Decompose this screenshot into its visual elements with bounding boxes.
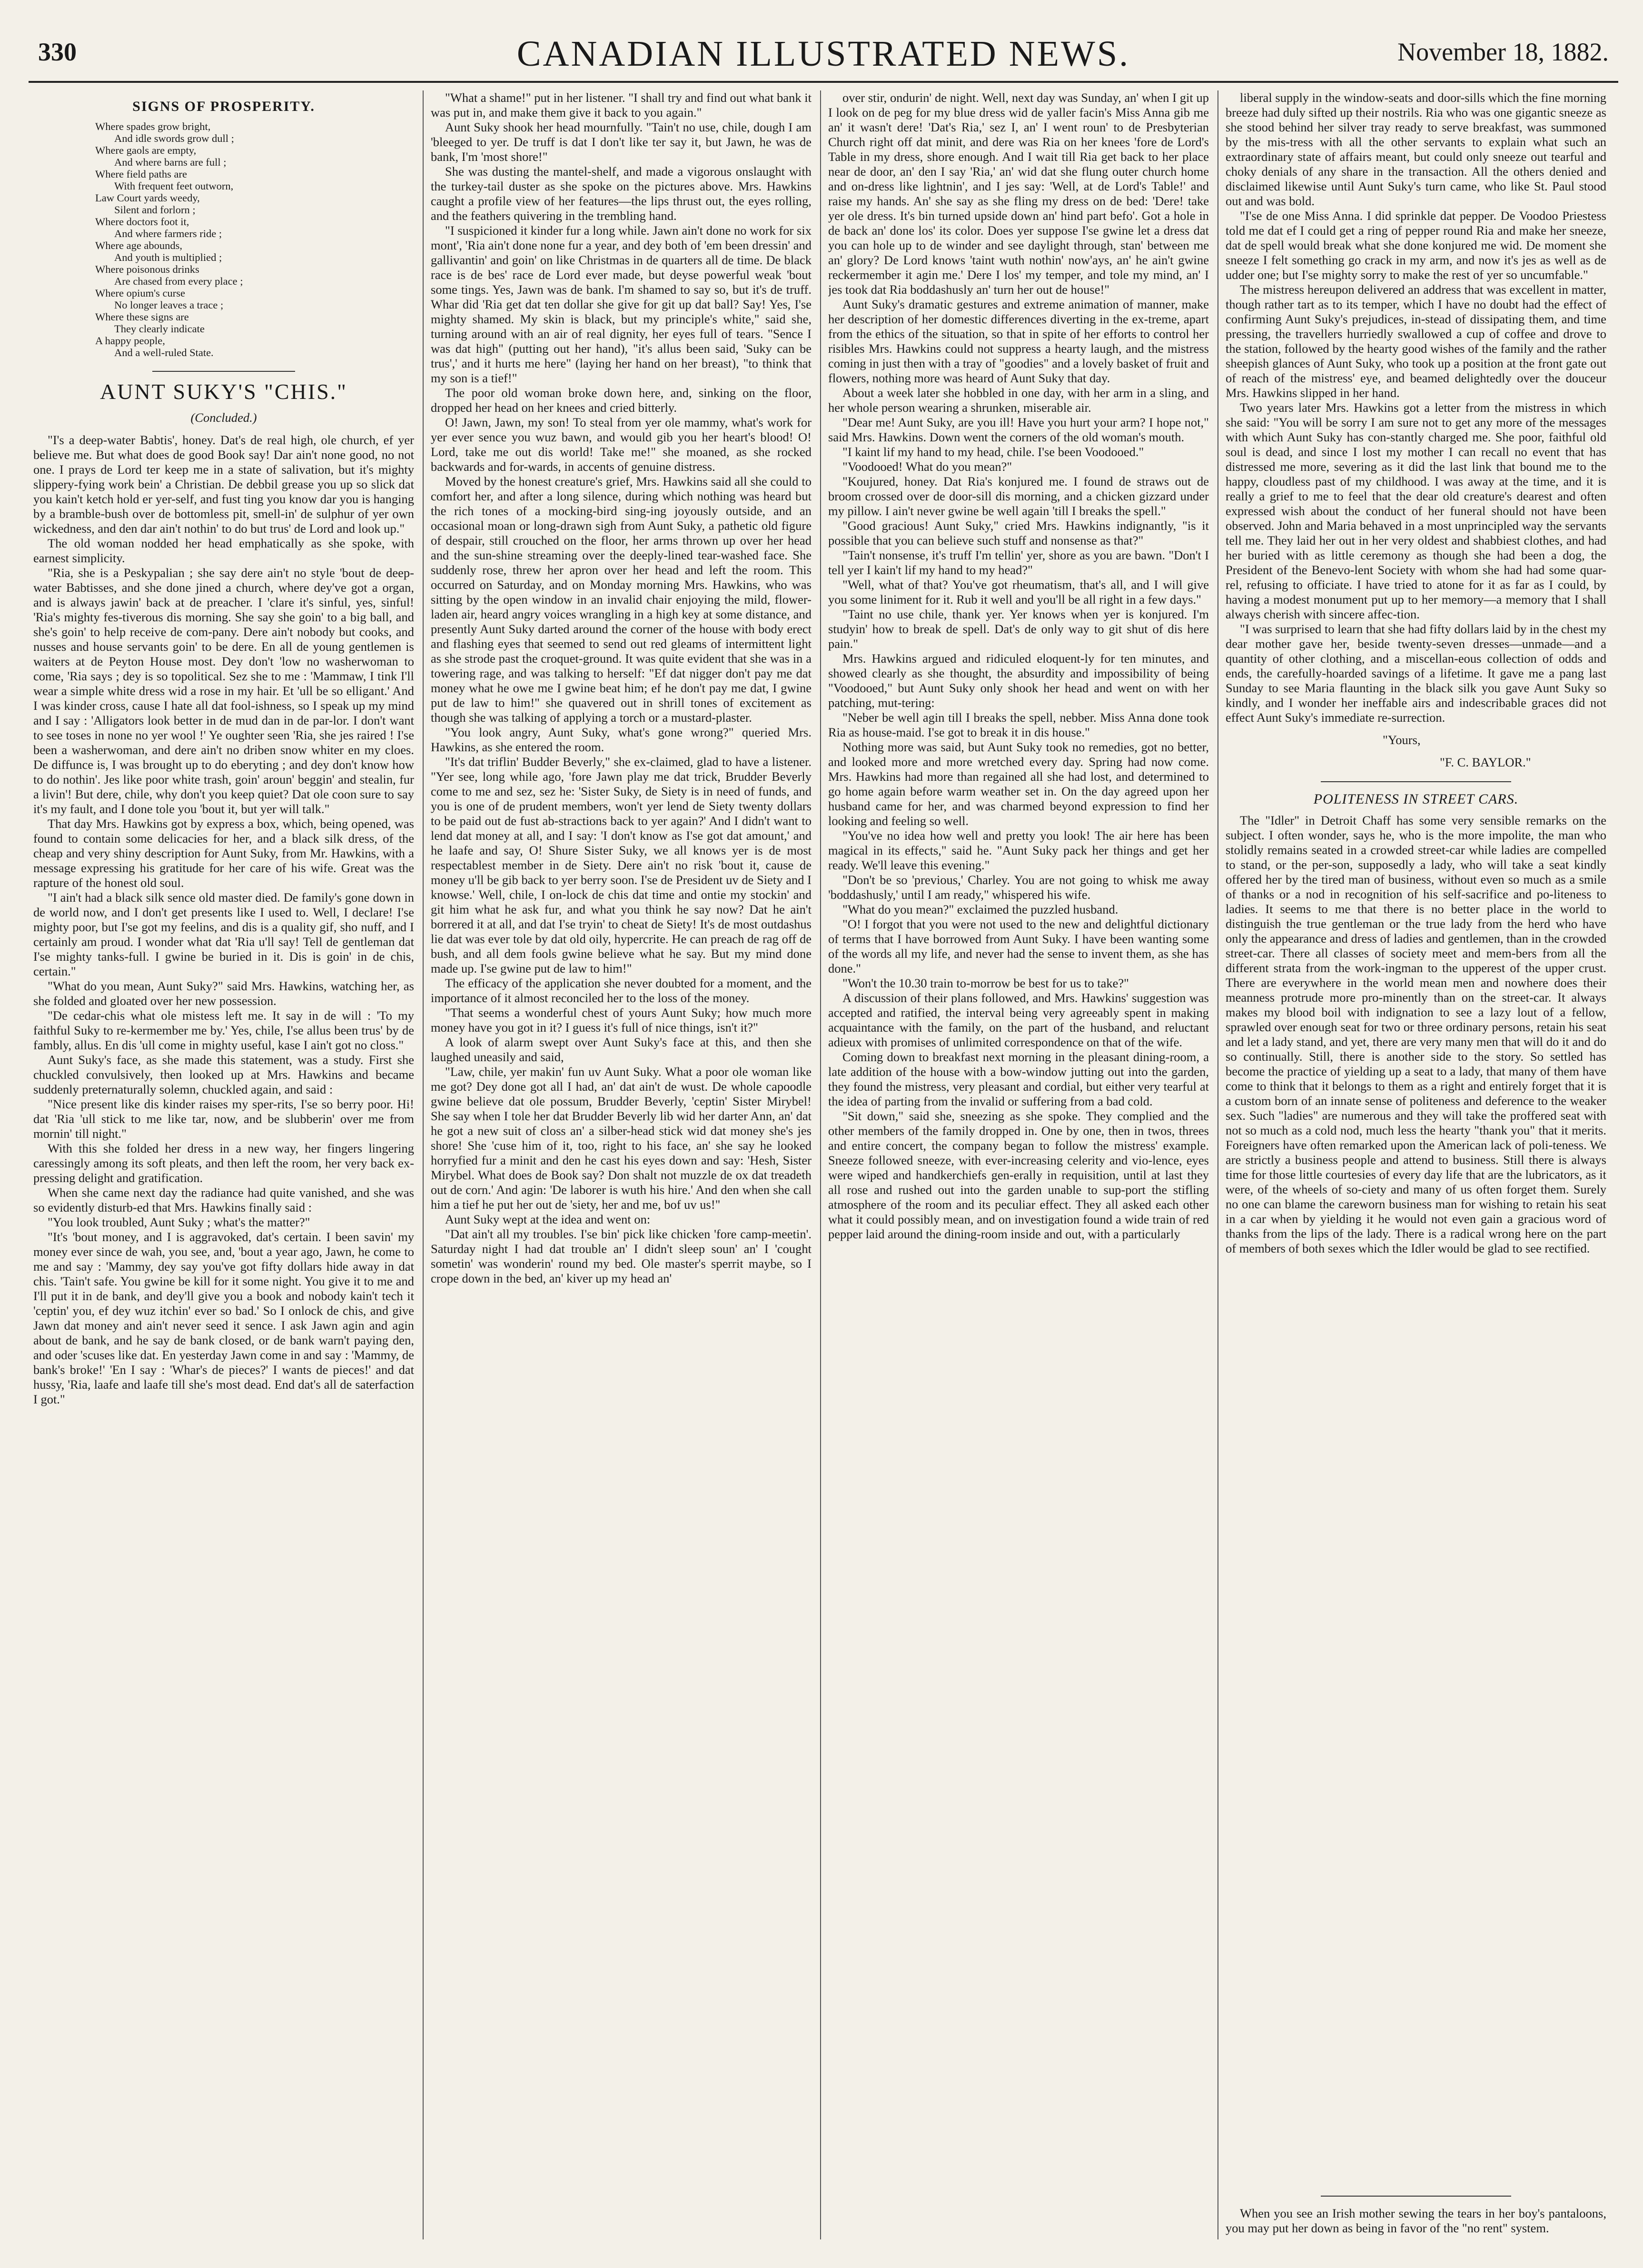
story-paragraph: O! Jawn, Jawn, my son! To steal from yer ole mammy, what's work for yer ever sence you wuz bawn, and would gib you her heart's blood! O! Lord, take me out dis world! Take me!" she moaned, as she rocked backwards and for-wards, in accents of genuine distress.: [431, 415, 812, 474]
poem-line: Where field paths are: [95, 168, 188, 180]
poem-line: Where doctors foot it,: [95, 216, 189, 228]
column-rule: [423, 90, 424, 2239]
story-paragraph: "Law, chile, yer makin' fun uv Aunt Suky. What a poor ole woman like me got? Dey done got all I had, an' dat ain't de wust. De whole capoodle gwine believe dat ole possum, Brudder Beverly, 'ceptin' Sister Mirybel! She say when I tole her dat Brudder Beverly lib wid her darter Ann, an' dat he got a new suit of closs an' a silber-head stick wid dat money she's jes shore! She 'cuse him of it, too, right to his face, an' she say he looked horryfied fur a minit and den he cast his eyes down and say: 'Hesh, Sister Mirybel. What does de Book say? Don shalt not muzzle de ox dat treadeth out de corn.' And agin: 'De laborer is wuth his hire.' And den when she call him a tief he put her out de 'siety, her and me, bof uv us!": [431, 1064, 812, 1212]
story-paragraph: The old woman nodded her head emphatically as she spoke, with earnest simplicity.: [33, 536, 414, 565]
story-paragraph: "What do you mean, Aunt Suky?" said Mrs. Hawkins, watching her, as she folded and gloated over her new possession.: [33, 979, 414, 1008]
story-paragraph: "You look troubled, Aunt Suky ; what's the matter?": [48, 1215, 310, 1229]
column-3: [828, 90, 1209, 2249]
story-paragraph: "You look angry, Aunt Suky, what's gone wrong?" queried Mrs. Hawkins, as she entered the room.: [431, 725, 812, 754]
poem-line: Where gaols are empty,: [95, 144, 197, 156]
article-title: POLITENESS IN STREET CARS.: [1313, 791, 1519, 807]
story-paragraph: "I kaint lif my hand to my head, chile. I'se been Voodooed.": [842, 445, 1144, 459]
masthead-rule: [29, 81, 1618, 83]
story-text-col4: [1226, 90, 1606, 725]
story-paragraph: "I suspicioned it kinder fur a long while. Jawn ain't done no work for six mont', 'Ria ain't done none fur a year, and dey both of 'em been dressin' and gallivantin' and goin' on like Christmas in de quarters all de time. De black race is de bes' race de Lord ever made, but deyse powerful weak 'bout some tings. Yes, Jawn was de bank. I'm shamed to say so, but it's de truff. Whar did 'Ria get dat ten dollar she give for git up dat ball? Say! Yes, I'se mighty shamed. My skin is black, but my principle's white," said she, turning around with an air of real dignity, her eyes full of tears. "Sence I was dat high" (putting out her hand), "it's allus been said, 'Suky can be trus',' and it hurts me here" (laying her hand on her breast), "to think that my son is a tief!": [431, 223, 812, 385]
story-paragraph: Two years later Mrs. Hawkins got a letter from the mistress in which she said: "You will be sorry I am sure not to get any more of the messages with which Aunt Suky has con-stantly charged me. She poor, faithful old soul is dead, and since I lost my mother I can recall no event that has distressed me more, severing as it did the last link that bound me to the happy, cloudless past of my childhood. I was away at the time, and it is really a grief to me to feel that the dear old creature's dearest and often expressed wish about the conduct of her funeral should not have been observed. John and Maria behaved in a most unprincipled way the servants tell me. They laid her out in her very oldest and shabbiest clothes, and had her buried with as little ceremony as though she had been a dog, the President of the Benevo-lent Society with whom she had had some quar-rel, refusing to officiate. I have tried to atone for it as far as I could, by having a modest monument put up to her memory—a memory that I shall always cherish with sincere affec-tion.: [1226, 400, 1606, 621]
story-paragraph: About a week later she hobbled in one day, with her arm in a sling, and her whole person wearing a shrunken, miserable air.: [828, 386, 1209, 415]
story-paragraph: A look of alarm swept over Aunt Suky's face at this, and then she laughed uneasily and said,: [431, 1035, 812, 1064]
story-text-col2: [431, 90, 812, 1286]
story-paragraph: "Don't be so 'previous,' Charley. You are not going to whisk me away 'boddashusly,' until I am ready," whispered his wife.: [828, 873, 1209, 902]
story-paragraph: Aunt Suky's face, as she made this statement, was a study. First she chuckled convulsively, then looked up at Mrs. Hawkins and became suddenly preternaturally solemn, chuckled again, and said :: [33, 1053, 414, 1096]
poem-body: [95, 120, 414, 358]
story-paragraph: Aunt Suky's dramatic gestures and extreme animation of manner, make her description of her domestic differences diverting in the ex-treme, apart from the ethics of the situation, so that in spite of her efforts to control her risibles Mrs. Hawkins could not suppress a hearty laugh, and the mistress coming in just then with a tray of "goodies" and a lovely basket of fruit and flowers, nothing more was heard of Aunt Suky that day.: [828, 297, 1209, 385]
column-1: [33, 90, 414, 2249]
divider: [1321, 2196, 1511, 2197]
poem-line: Where opium's curse: [95, 287, 185, 299]
poem-title: SIGNS OF PROSPERITY.: [132, 99, 315, 114]
column-4: [1226, 90, 1606, 2249]
story-paragraph: The efficacy of the application she never doubted for a moment, and the importance of it almost reconciled her to the loss of the money.: [431, 976, 812, 1005]
story-paragraph: "Dat ain't all my troubles. I'se bin' pick like chicken 'fore camp-meetin'. Saturday night I had dat trouble an' I didn't sleep soun' an' I 'cought sometin' was wonderin' round my bed. Ole master's sperrit maybe, so I crope down in the bed, an' kiver up my head an': [431, 1227, 812, 1285]
story-paragraph: "Neber be well agin till I breaks the spell, nebber. Miss Anna done took Ria as house-maid. I'se got to break it in dis house.": [828, 710, 1209, 739]
story-text-col3: [828, 90, 1209, 1242]
story-paragraph: "De cedar-chis what ole mistess left me. It say in de will : 'To my faithful Suky to re-kermember me by.' Yes, chile, I'se allus been trus' by de fambly, allus. En dis 'ull come in mighty useful, kase I ain't got no closs.": [33, 1008, 414, 1052]
newspaper-title: CANADIAN ILLUSTRATED NEWS.: [516, 34, 1130, 74]
divider: [152, 371, 295, 372]
story-paragraph: "That seems a wonderful chest of yours Aunt Suky; how much more money have you got in it? I guess it's full of nice things, isn't it?": [431, 1005, 812, 1035]
story-paragraph: The poor old woman broke down here, and, sinking on the floor, dropped her head on her knees and cried bitterly.: [431, 386, 812, 415]
story-paragraph: "Tain't nonsense, it's truff I'm tellin' yer, shore as you are bawn. "Don't I tell yer I kain't lif my hand to my head?": [828, 548, 1209, 577]
poem-line: And youth is multiplied ;: [114, 251, 222, 263]
poem-line: And where barns are full ;: [114, 156, 227, 168]
story-paragraph: "I'se de one Miss Anna. I did sprinkle dat pepper. De Voodoo Priestess told me dat ef I could get a ring of pepper round Ria and make her sneeze, dat de spell would break what she done konjured me wid. De moment she sneeze I felt something go crack in my arm, and now it's jes as well as de udder one; but I'se mighty sorry to make the rest of yer so uncumfable.": [1226, 209, 1606, 282]
story-paragraph: "Voodooed! What do you mean?": [842, 459, 1012, 474]
story-paragraph: Moved by the honest creature's grief, Mrs. Hawkins said all she could to comfort her, and after a long silence, during which nothing was heard but the rich tones of a mocking-bird sing-ing joyously outside, and an occasional moan or long-drawn sigh from Aunt Suky, a pathetic old figure of despair, still crouched on the floor, her arms thrown up over her head and the sun-shine streaming over the deeply-lined tear-washed face. She suddenly rose, threw her apron over her head and left the room. This occurred on Saturday, and on Monday morning Mrs. Hawkins, who was sitting by the open window in an invalid chair enjoying the mild, flower-laden air, heard angry voices wrangling in a high key at some distance, and presently Aunt Suky darted around the corner of the house with body erect and flashing eyes that seemed to send out red gleams of intermittent light as she strode past the croquet-ground. It was quite evident that she was in a towering rage, and was talking to herself: "Ef dat nigger don't pay me dat money what he owe me I gwine beat him; ef he don't pay me dat, I gwine put de law to him!" she quavered out in shrill tones of excitement as though she was talking of applying a torch or a mustard-plaster.: [431, 474, 812, 725]
story-paragraph: The mistress hereupon delivered an address that was excellent in matter, though rather tart as to its temper, which I have no doubt had the effect of confirming Aunt Suky's prejudices, in-stead of dissipating them, and time pressing, the travellers hurriedly swallowed a cup of coffee and drove to the station, followed by the hearty good wishes of the family and the rather sheepish glances of Aunt Suky, who took up a position at the front gate out of reach of the mistress' eye, and beamed delightedly over the douceur Mrs. Hawkins slipped in her hand.: [1226, 282, 1606, 400]
story-closing: "Yours,: [1383, 733, 1421, 747]
story-paragraph: "Nice present like dis kinder raises my sper-rits, I'se so berry poor. Hi! dat 'Ria 'ull stick to me like tar, now, and be slubberin' over me from mornin' till night.": [33, 1097, 414, 1141]
poem-line: With frequent feet outworn,: [114, 180, 234, 192]
story-paragraph: "You've no idea how well and pretty you look! The air here has been magical in its effects," said he. "Aunt Suky pack her things and get her ready. We'll leave this evening.": [828, 828, 1209, 872]
story-text-col1: [33, 433, 414, 1407]
story-paragraph: She was dusting the mantel-shelf, and made a vigorous onslaught with the turkey-tail duster as she spoke on the pictures above. Mrs. Hawkins caught a profile view of her features—the lips thrust out, the eyes rolling, and the feathers quivering in the trembling hand.: [431, 164, 812, 223]
story-paragraph: Mrs. Hawkins argued and ridiculed eloquent-ly for ten minutes, and showed clearly as she thought, the absurdity and impossibility of being "Voodooed," but Aunt Suky only shook her head and went on with her patching, mut-tering:: [828, 651, 1209, 710]
column-rule: [1217, 90, 1218, 2239]
story-paragraph: "Koujured, honey. Dat Ria's konjured me. I found de straws out de broom crossed over de door-sill dis morning, and a chicken gizzard under my pillow. I ain't never gwine be well again 'till I breaks the spell.": [828, 474, 1209, 518]
story-paragraph: "I's a deep-water Babtis', honey. Dat's de real high, ole church, ef yer believe me. But what does de good Book say! Dar ain't none good, no not one. I prays de Lord ter keep me in a state of salivation, but it's mighty slippery-fying work bein' a Christian. De debbil grease you up so slick dat you kain't ketch hold er yer-self, and fust ting you know dar you is hanging by a bramble-bush over de bottomless pit, smell-in' de sulphur of yer own wickedness, and den dar ain't nothin' to do but trus' de Lord and look up.": [33, 433, 414, 536]
story-paragraph: Coming down to breakfast next morning in the pleasant dining-room, a late addition of the house with a bow-window jutting out into the garden, they found the mistress, very pleasant and cordial, but either very tearful at the idea of parting from the invalid or suffering from a bad cold.: [828, 1050, 1209, 1108]
story-paragraph: "Sit down," said she, sneezing as she spoke. They complied and the other members of the family dropped in. One by one, then in twos, threes and entire concert, the company began to follow the mistress' example. Sneeze followed sneeze, with ever-increasing celerity and vio-lence, eyes were wiped and handkerchiefs gen-erally in requisition, until at last they all rose and rushed out into the garden unable to sup-port the stifling atmosphere of the room and its peculiar effect. They all asked each other what it could possibly mean, and on investigation found a wide train of red pepper laid around the dining-room inside and out, with a particularly: [828, 1109, 1209, 1241]
poem-line: Where these signs are: [95, 311, 189, 323]
story-paragraph: "Good gracious! Aunt Suky," cried Mrs. Hawkins indignantly, "is it possible that you can believe such stuff and nonsense as that?": [828, 518, 1209, 547]
story-paragraph: "What do you mean?" exclaimed the puzzled husband.: [842, 902, 1118, 916]
snippet-text: When you see an Irish mother sewing the tears in her boy's pantaloons, you may put her down as being in favor of the "no rent" system.: [1226, 2206, 1606, 2235]
story-paragraph: "Won't the 10.30 train to-morrow be best for us to take?": [842, 976, 1129, 990]
story-paragraph: "Well, what of that? You've got rheumatism, that's all, and I will give you some liniment for it. Rub it well and you'll be all right in a few days.": [828, 577, 1209, 607]
column-2: [431, 90, 812, 2249]
story-paragraph: "O! I forgot that you were not used to the new and delightful dictionary of terms that I have borrowed from Aunt Suky. I have been wanting some of the words all my life, and never had the sense to invent them, as she has done.": [828, 917, 1209, 975]
story-paragraph: That day Mrs. Hawkins got by express a box, which, being opened, was found to contain some delicacies for her, and a black silk dress, of the cheap and very shiny description for Aunt Suky, from Mr. Hawkins, with a message expressing his gratitude for her care of his wife. Great was the rapture of the honest old soul.: [33, 816, 414, 890]
story-title: AUNT SUKY'S "CHIS.": [100, 379, 347, 404]
story-paragraph: "It's dat triflin' Budder Beverly," she ex-claimed, glad to have a listener. "Yer see, long while ago, 'fore Jawn play me dat trick, Brudder Beverly come to me and sez, sez he: 'Sister Suky, de Siety is in need of funds, and you is one of de prudent members, won't yer lend de Siety twenty dollars to be paid out de fust ab-stractions back to yer again?' And I didn't want to lend dat money at all, and I say: 'I don't know as I'se got dat amount,' and he laafe and say, O! Shure Sister Suky, we all knows yer is de most respectablest member in de Siety. Dere ain't no risk 'bout it, cause de money u'll be gib back to yer berry soon. I'se de President uv de Siety and I knowse.' Well, chile, I on-lock de chis dat time and ontie my stockin' and git him what he ask fur, and what you think he say now? Dat he ain't borrered it at all, and dat I'se tryin' to cheat de Siety! It's de most outdashus lie dat was ever tole by dat old oily, hypercrite. He can preach de rag off de bush, and all dem fools gwine believe what he say. But my mind done made up. I'se gwine put de law to him!": [431, 755, 812, 975]
divider: [1321, 781, 1511, 782]
article-body: The "Idler" in Detroit Chaff has some very sensible remarks on the subject. I often wonder, says he, who is the more impolite, the man who stolidly remains seated in a crowded street-car while ladies are compelled to stand, or the per-son, supposedly a lady, who will take a seat kindly offered her by the tired man of business, without even so much as a smile of thanks or a nod in recognition of his self-sacrifice and po-liteness to ladies. It seems to me that there is no better place in the world to distinguish the true gentleman or the true lady from the herd who have only the appearance and dress of ladies and gentlemen, than in the crowded street-car. There all classes of society meet and mem-bers from all the different strata from the work-ingman to the upperest of the upper crust. There are everywhere in the world mean men and nowhere does their meanness protrude more pro-minently than on the street-car. It always makes my blood boil with indignation to see a lazy lout of a fellow, sprawled over enough seat for two or three ordinary persons, retain his seat and let a lady stand, and yet, there are very many men that will do it and do so continually. Still, there is another side to the story. So settled has become the practice of yielding up a seat to a lady, that many of them have come to think that it belongs to them as a right and entirely forget that it is a custom born of an innate sense of politeness and deference to the weaker sex. Such "ladies" are numerous and they will take the proffered seat with not so much as a cold nod, much less the hearty "thank you" that it merits. Foreigners have often remarked upon the American lack of poli-teness. We are strictly a business people and attend to business. Still there is always time for those little courtesies of every day life that are the lubricators, as it were, of the wheels of so-ciety and many of us often forget them. Surely no one can blame the careworn business man for wishing to retain his seat in a car when by yielding it he would not even gain a gracious word of thanks from the lips of the lady. There is a radical wrong here on the part of members of both sexes which the Idler would be glad to see rectified.: [1226, 813, 1606, 1255]
story-paragraph: "What a shame!" put in her listener. "I shall try and find out what bank it was put in, and make them give it back to you again.": [431, 90, 812, 119]
issue-date: November 18, 1882.: [1397, 38, 1609, 66]
story-subtitle: (Concluded.): [190, 410, 257, 425]
poem-line: Where poisonous drinks: [95, 263, 199, 275]
story-paragraph: Aunt Suky wept at the idea and went on:: [445, 1212, 651, 1226]
story-paragraph: Nothing more was said, but Aunt Suky took no remedies, got no better, and looked more and more wretched every day. Spring had now come. Mrs. Hawkins had more than regained all she had lost, and determined to go home again before warm weather set in. On the day agreed upon her husband came for her, and was charmed beyond expression to find her looking and feeling so well.: [828, 740, 1209, 828]
poem-line: A happy people,: [95, 335, 165, 347]
masthead: [29, 23, 1618, 75]
poem-line: Where spades grow bright,: [95, 120, 211, 132]
poem-line: And a well-ruled State.: [114, 347, 214, 358]
story-paragraph: "I ain't had a black silk sence old master died. De family's gone down in de world now, and I don't get presents like I used to. Well, I declare! I'se mighty poor, but I'se got my feelins, and dis is a quality gif, sho nuff, and I certainly am proud. I wonder what dat 'Ria u'll say! Tell de gentleman dat I'se mighty tanks-full. I gwine be buried in it. Dis is goin' in de chis, certain.": [33, 890, 414, 978]
story-paragraph: "Taint no use chile, thank yer. Yer knows when yer is konjured. I'm studyin' how to break de spell. Dat's de only way to git shut of dis here pain.": [828, 607, 1209, 651]
page-number: 330: [38, 38, 77, 66]
story-paragraph: "Ria, she is a Peskypalian ; she say dere ain't no style 'bout de deep-water Babtisses, and she done jined a church, where dey've got a organ, and is always jawin' back at de preacher. I 'clare it's sinful, yes, sinful! 'Ria's mighty fes-tiverous dis morning. She say she goin' to a big ball, and she's goin' to help receive de com-pany. Dere ain't nobody but cooks, and nusses and house servants goin' to be dere. En all de young gentlemen is waiters at de Peyton House most. Dey don't 'low no washerwoman to come, 'Ria says ; dey is so topolitical. Sez she to me : 'Mammaw, I tink I'll wear a simple white dress wid a rose in my hair. Et 'ull be so elligant.' And I was kinder cross, cause I hate all dat fool-ishness, so I speak up my mind and I say : 'Alligators look better in de mud dan in de par-lor. I don't want to see toses in none no yer wool !' Ye oughter seen 'Ria, she jes raired ! I'se been a washerwoman, and dere ain't no driben snow whiter en my cloes. De diffunce is, I was brought up to do eberyting ; and dey don't know how to do nothin'. Jes like poor white trash, goin' aroun' beggin' and stealin, fur a livin'! But dere, chile, why don't you keep quiet? Dat ole coon sure to say it's my fault, and I done tole you 'bout it, but yer will talk.": [33, 566, 414, 816]
story-paragraph: "I was surprised to learn that she had fifty dollars laid by in the chest my dear mother gave her, beside twenty-seven dresses—unmade—and a quantity of other clothing, and a miscellan-eous collection of odds and ends, the carefully-hoarded savings of a lifetime. It gave me a pang last Sunday to see Maria flaunting in the black silk you gave Aunt Suky so kindly, and I wonder her ineffable airs and indescribable graces did not effect Aunt Suky's immediate re-surrection.: [1226, 622, 1606, 725]
poem-line: Silent and forlorn ;: [114, 204, 196, 216]
story-paragraph: With this she folded her dress in a new way, her fingers lingering caressingly among its soft pleats, and then left the room, her very back ex-pressing delight and gratification.: [33, 1141, 414, 1185]
story-paragraph: When she came next day the radiance had quite vanished, and she was so evidently disturb-ed that Mrs. Hawkins finally said :: [33, 1185, 414, 1214]
column-rule: [820, 90, 821, 2239]
poem-line: They clearly indicate: [114, 323, 205, 335]
story-paragraph: A discussion of their plans followed, and Mrs. Hawkins' suggestion was accepted and ratified, the interval being very agreeably spent in making acquaintance with the family, on the part of the husband, and reluctant adieux with promises of unlimited correspondence on that of the wife.: [828, 991, 1209, 1049]
poem-line: And idle swords grow dull ;: [114, 132, 234, 144]
story-signature: "F. C. BAYLOR.": [1440, 755, 1531, 769]
story-paragraph: liberal supply in the window-seats and door-sills which the fine morning breeze had duly sifted up their nostrils. Ria who was one gigantic sneeze as she stood behind her silver tray ready to serve breakfast, was summoned by the mis-tress with all the other servants to explain what such an extraordinary state of affairs meant, but could only sneeze out tearful and choky denials of any share in the transaction. All the others denied and disclaimed likewise until Aunt Suky's turn came, who like St. Paul stood out and was bold.: [1226, 90, 1606, 208]
poem-line: Are chased from every place ;: [114, 275, 243, 287]
story-paragraph: Aunt Suky shook her head mournfully. "Tain't no use, chile, dough I am 'bleeged to yer. De truff is dat I don't like ter say it, but Jawn, he was de bank, I'm 'most shore!": [431, 120, 812, 164]
poem-line: No longer leaves a trace ;: [114, 299, 224, 311]
story-paragraph: over stir, ondurin' de night. Well, next day was Sunday, an' when I git up I look on de peg for my blue dress wid de yaller facin's Miss Anna gib me an' it wasn't dere! 'Dat's Ria,' sez I, an' I went roun' to de Presbyterian Church right off dat minit, and dere was Ria on her knees 'fore de Lord's Table in my dress, shore enough. And I wait till Ria get back to her place near de door, an' den I say 'Ria,' an' wid dat she flung outer church home and on-dress like lightnin', and I jes say: 'Well, at de Lord's Table!' and raise my hands. An' she say as she fling my dress on de bed: 'Dere! take yer ole dress. It's bin turned upside down an' hind part befo'. Got a hole in de back an' done los' its color. Does yer suppose I'se gwine let a dress dat you can hole up to de winder and see daylight through, stan' between me an' glory? De Lord knows 'taint wuth nothin' now'ays, an' he ain't gwine reckermember it agin me.' Dere I los' my temper, and tole my mind, an' I jes took dat Ria boddashusly an' turn her out de house!": [828, 90, 1209, 297]
poem-line: And where farmers ride ;: [114, 228, 222, 239]
story-paragraph: "It's 'bout money, and I is aggravoked, dat's certain. I been savin' my money ever since de wah, you see, and, 'bout a year ago, Jawn, he come to me and say : 'Mammy, dey say you've got fifty dollars hide away in dat chis. 'Tain't safe. You gwine be kill for it some night. You give it to me and I'll put it in de bank, and dey'll give you a book and nobody kain't tech it 'ceptin' you, ef dey wuz itchin' ever so bad.' So I onlock de chis, and give Jawn dat money and ain't never seed it sence. I ask Jawn agin and agin about de bank, and he say de bank closed, or de bank warn't paying den, and oder 'scuses like dat. En yesterday Jawn come in and say : 'Mammy, de bank's broke!' 'En I say : 'Whar's de pieces?' I wants de pieces!' and dat hussy, 'Ria, laafe and laafe till she's most dead. End dat's all de saterfaction I got.": [33, 1230, 414, 1406]
poem-line: Law Court yards weedy,: [95, 192, 200, 204]
poem-line: Where age abounds,: [95, 239, 183, 251]
story-paragraph: "Dear me! Aunt Suky, are you ill! Have you hurt your arm? I hope not," said Mrs. Hawkins. Down went the corners of the old woman's mouth.: [828, 415, 1209, 444]
